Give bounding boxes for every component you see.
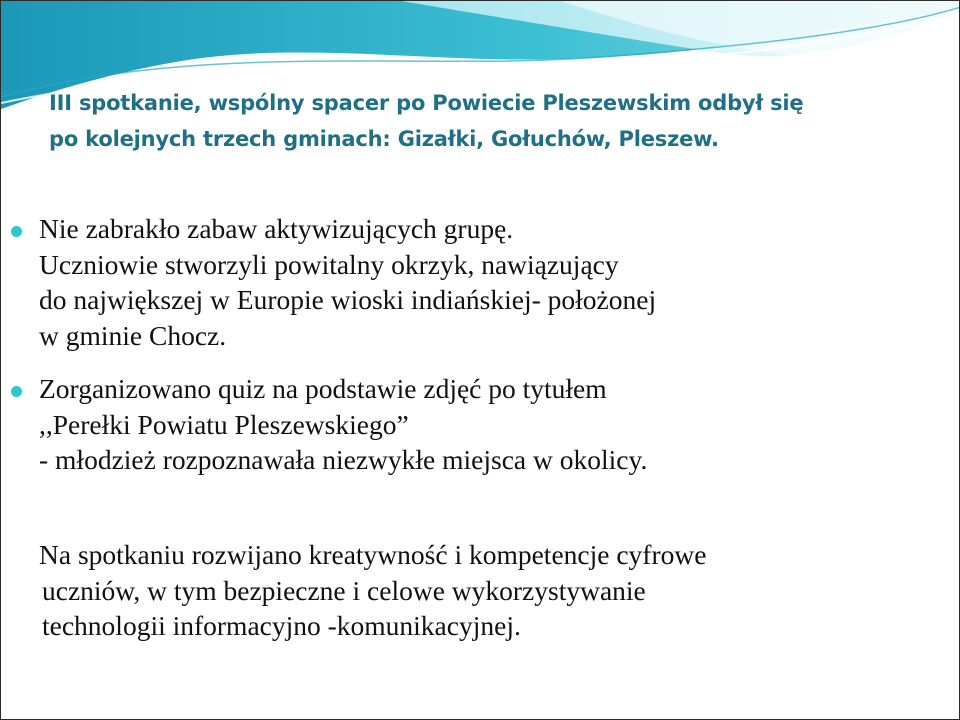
- paragraph-line: uczniów, w tym bezpieczne i celowe wykorzystywanie: [42, 574, 646, 606]
- bullet-dot-icon: [11, 386, 22, 397]
- bullet-line: Zorganizowano quiz na podstawie zdjęć po tytułem: [39, 373, 607, 404]
- bullet-line: do największej w Europie wioski indiańskiej- położonej: [39, 284, 657, 315]
- bullet-line: Uczniowie stworzyli powitalny okrzyk, nawiązujący: [39, 248, 619, 280]
- paragraph-line: Na spotkaniu rozwijano kreatywność i kompetencje cyfrowe: [39, 539, 707, 570]
- title-line-2: po kolejnych trzech gminach: Gizałki, Gołuchów, Pleszew.: [49, 127, 719, 151]
- bullet-dot-icon: [11, 226, 22, 237]
- summary-paragraph: [39, 537, 706, 644]
- slide-title: [49, 85, 929, 157]
- bullet-line: w gminie Chocz.: [39, 319, 227, 351]
- bullet-text: [39, 211, 656, 353]
- bullet-line: - młodzież rozpoznawała niezwykłe miejsca w okolicy.: [39, 444, 648, 475]
- bullet-text: [39, 371, 647, 478]
- bullet-line: ,,Perełki Powiatu Pleszewskiego”: [39, 408, 409, 440]
- paragraph-line: technologii informacyjno -komunikacyjnej.: [42, 610, 521, 641]
- title-line-1: III spotkanie, wspólny spacer po Powiecie Pleszewskim odbył się: [49, 91, 804, 115]
- bullet-line: Nie zabrakło zabaw aktywizujących grupę.: [39, 213, 514, 244]
